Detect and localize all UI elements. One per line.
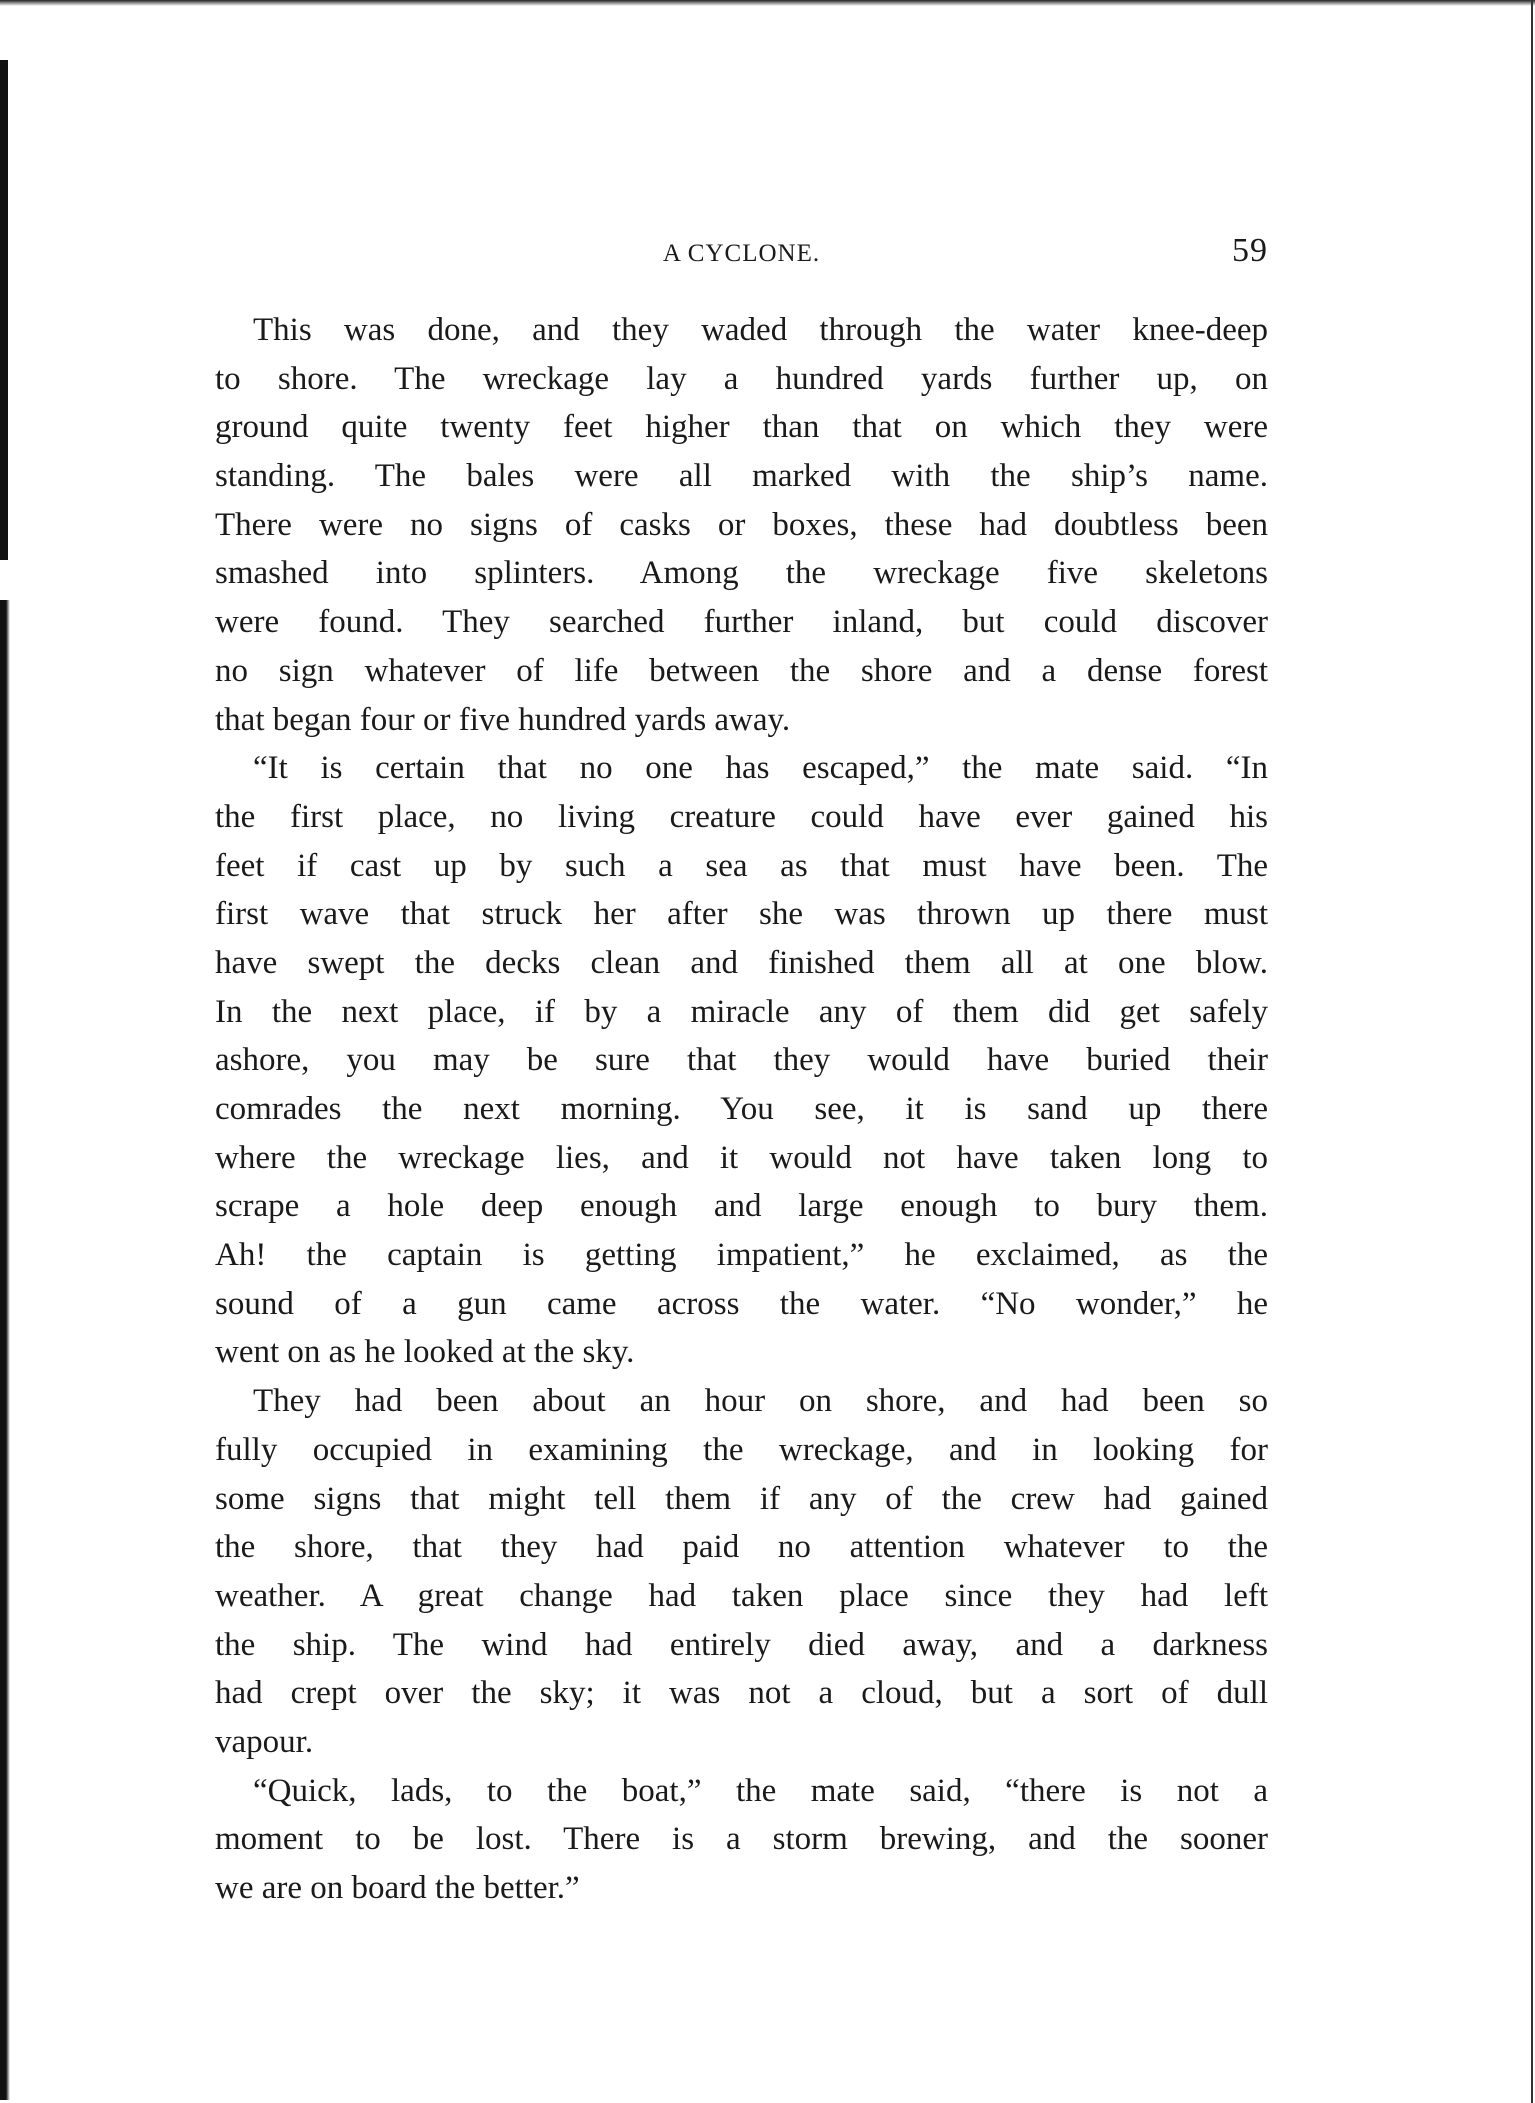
text-line: sound of a gun came across the water. “No wonder,” he <box>215 1285 1268 1322</box>
scan-top-edge <box>0 0 1535 6</box>
text-line: fully occupied in examining the wreckage, and in looking for <box>215 1431 1268 1468</box>
scan-binding-shadow <box>0 60 8 560</box>
paragraph <box>215 306 1268 744</box>
text-line: ashore, you may be sure that they would have buried their <box>215 1042 1268 1079</box>
text-line: “Quick, lads, to the boat,” the mate said, “there is not a <box>253 1772 1268 1809</box>
text-line: first wave that struck her after she was thrown up there must <box>215 896 1268 933</box>
text-line: the ship. The wind had entirely died away, and a darkness <box>215 1626 1268 1663</box>
paragraph <box>215 1767 1268 1913</box>
text-line: no sign whatever of life between the shore and a dense forest <box>215 652 1268 689</box>
paragraph <box>215 1377 1268 1767</box>
text-line: have swept the decks clean and finished them all at one blow. <box>215 944 1268 981</box>
scan-binding-shadow-lower <box>0 600 10 2100</box>
text-line: Ah! the captain is getting impatient,” he exclaimed, as the <box>215 1237 1268 1274</box>
text-line: were found. They searched further inland, but could discover <box>215 604 1268 641</box>
running-title: A CYCLONE. <box>662 240 821 267</box>
text-line: weather. A great change had taken place since they had left <box>215 1577 1268 1614</box>
body-text <box>215 306 1268 1913</box>
text-line: In the next place, if by a miracle any of them did get safely <box>215 993 1268 1030</box>
running-head <box>215 232 1268 276</box>
text-line: “It is certain that no one has escaped,” the mate said. “In <box>253 750 1268 787</box>
text-line: where the wreckage lies, and it would not have taken long to <box>215 1139 1268 1176</box>
text-line: feet if cast up by such a sea as that must have been. The <box>215 847 1268 884</box>
text-line: scrape a hole deep enough and large enough to bury them. <box>215 1188 1268 1225</box>
page-number: 59 <box>1232 232 1268 269</box>
text-line: smashed into splinters. Among the wreckage five skeletons <box>215 555 1268 592</box>
text-line: some signs that might tell them if any of the crew had gained <box>215 1480 1268 1517</box>
text-line: comrades the next morning. You see, it is sand up there <box>215 1091 1268 1127</box>
text-line: the first place, no living creature could have ever gained his <box>215 798 1268 835</box>
text-line: There were no signs of casks or boxes, these had doubtless been <box>215 506 1268 543</box>
text-line: ground quite twenty feet higher than that on which they were <box>215 409 1268 446</box>
text-line: standing. The bales were all marked with the ship’s name. <box>215 458 1268 495</box>
text-line: went on as he looked at the sky. <box>215 1334 635 1371</box>
text-line: we are on board the better.” <box>215 1870 580 1906</box>
text-line: the shore, that they had paid no attention whatever to the <box>215 1529 1268 1566</box>
text-line: that began four or five hundred yards away. <box>215 701 791 738</box>
text-line: to shore. The wreckage lay a hundred yards further up, on <box>215 360 1268 397</box>
scan-right-edge <box>1531 0 1533 2103</box>
text-line: This was done, and they waded through the water knee-deep <box>253 312 1268 348</box>
text-line: moment to be lost. There is a storm brewing, and the sooner <box>215 1821 1268 1858</box>
text-line: They had been about an hour on shore, and had been so <box>253 1383 1268 1420</box>
text-line: vapour. <box>215 1723 314 1760</box>
text-line: had crept over the sky; it was not a cloud, but a sort of dull <box>215 1675 1268 1712</box>
paragraph <box>215 744 1268 1377</box>
